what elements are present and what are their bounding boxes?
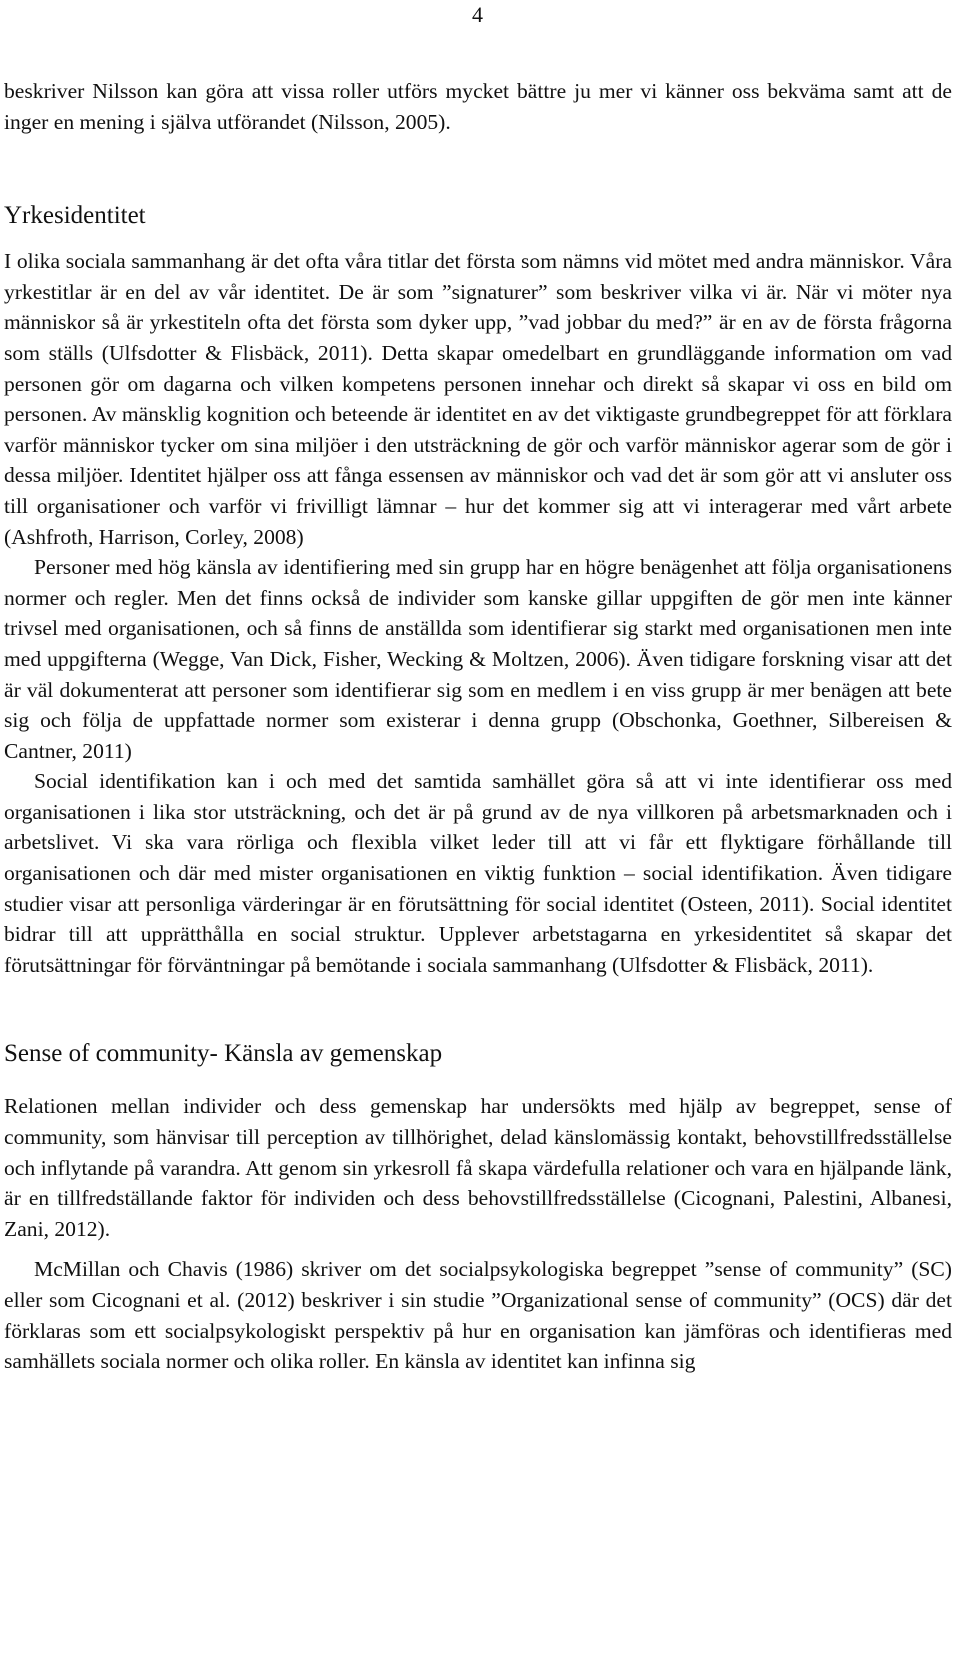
page-number: 4 <box>472 2 483 27</box>
section-heading-yrkesidentitet: Yrkesidentitet <box>4 202 146 230</box>
paragraph-yrkesidentitet-3: Social identifikation kan i och med det samtida samhället göra så att vi inte identifierar oss med organisationen i lika stor utsträckning, och det är på grund av de nya villkoren på arbetsmarknaden och i arbetslivet. Vi ska vara rörliga och flexibla vilket leder till att vi får ett flyktigare förhållande till organisationen och där med mister organisationen en viktig funktion – social identifikation. Även tidigare studier visar att personliga värderingar är en förutsättning för social identitet (Osteen, 2011). Social identitet bidrar till att upprätthålla en social struktur. Upplever arbetstagarna en yrkesidentitet så skapar det förutsättningar för förväntningar på bemötande i sociala sammanhang (Ulfsdotter & Flisbäck, 2011). <box>4 769 952 977</box>
paragraph-sense-of-community-2: McMillan och Chavis (1986) skriver om det socialpsykologiska begreppet ”sense of community” (SC) eller som Cicognani et al. (2012) beskriver i sin studie ”Organizational sense of community” (OCS) där det förklaras som ett socialpsykologiskt perspektiv på hur en organisation kan jämföras och identifieras med samhällets sociala normer och olika roller. En känsla av identitet kan infinna sig <box>4 1257 952 1374</box>
paragraph-yrkesidentitet-2: Personer med hög känsla av identifiering med sin grupp har en högre benägenhet att följa organisationens normer och regler. Men det finns också de individer som kanske gillar uppgiften de gör men inte känner trivsel med organisationen, och så finns de anställda som identifierar sig starkt med organisationen men inte med uppgifterna (Wegge, Van Dick, Fisher, Wecking & Moltzen, 2006). Även tidigare forskning visar att det är väl dokumenterat att personer som identifierar sig som en medlem i en viss grupp är mer benägen att bete sig och följa de uppfattade normer som existerar i denna grupp (Obschonka, Goethner, Silbereisen & Cantner, 2011) <box>4 555 952 763</box>
paragraph-yrkesidentitet-1: I olika sociala sammanhang är det ofta våra titlar det första som nämns vid mötet med andra människor. Våra yrkestitlar är en del av vår identitet. De är som ”signaturer” som beskriver vilka vi är. När vi möter nya människor så är yrkestiteln ofta det första som dyker upp, ”vad jobbar du med?” är en av de första frågorna som ställs (Ulfsdotter & Flisbäck, 2011). Detta skapar omedelbart en grundläggande information om vad personen gör om dagarna och vilken kompetens personen innehar och direkt så skapar vi oss en bild om personen. Av mänsklig kognition och beteende är identitet en av det viktigaste grundbegreppet för att förklara varför människor tycker om sina miljöer i den utsträckning de gör och varför människor agerar som de gör i dessa miljöer. Identitet hjälper oss att fånga essensen av människor och vad det är som gör att vi ansluter oss till organisationer och varför vi frivilligt lämnar – hur det kommer sig att vi interagerar med vårt arbete (Ashfroth, Harrison, Corley, 2008) <box>4 249 952 549</box>
page-content <box>4 76 952 1377</box>
paragraph-sense-of-community-1: Relationen mellan individer och dess gemenskap har undersökts med hjälp av begreppet, sense of community, som hänvisar till perception av tillhörighet, delad känslomässig kontakt, behovstillfredsställelse och inflytande på varandra. Att genom sin yrkesroll få skapa värdefulla relationer och vara en hjälpande länk, är en tillfredställande faktor för individen och dess behovstillfredsställelse (Cicognani, Palestini, Albanesi, Zani, 2012). <box>4 1094 952 1241</box>
intro-paragraph: beskriver Nilsson kan göra att vissa roller utförs mycket bättre ju mer vi känner oss bekväma samt att de inger en mening i själva utförandet (Nilsson, 2005). <box>4 79 952 134</box>
section-heading-sense-of-community: Sense of community- Känsla av gemenskap <box>4 1040 443 1068</box>
